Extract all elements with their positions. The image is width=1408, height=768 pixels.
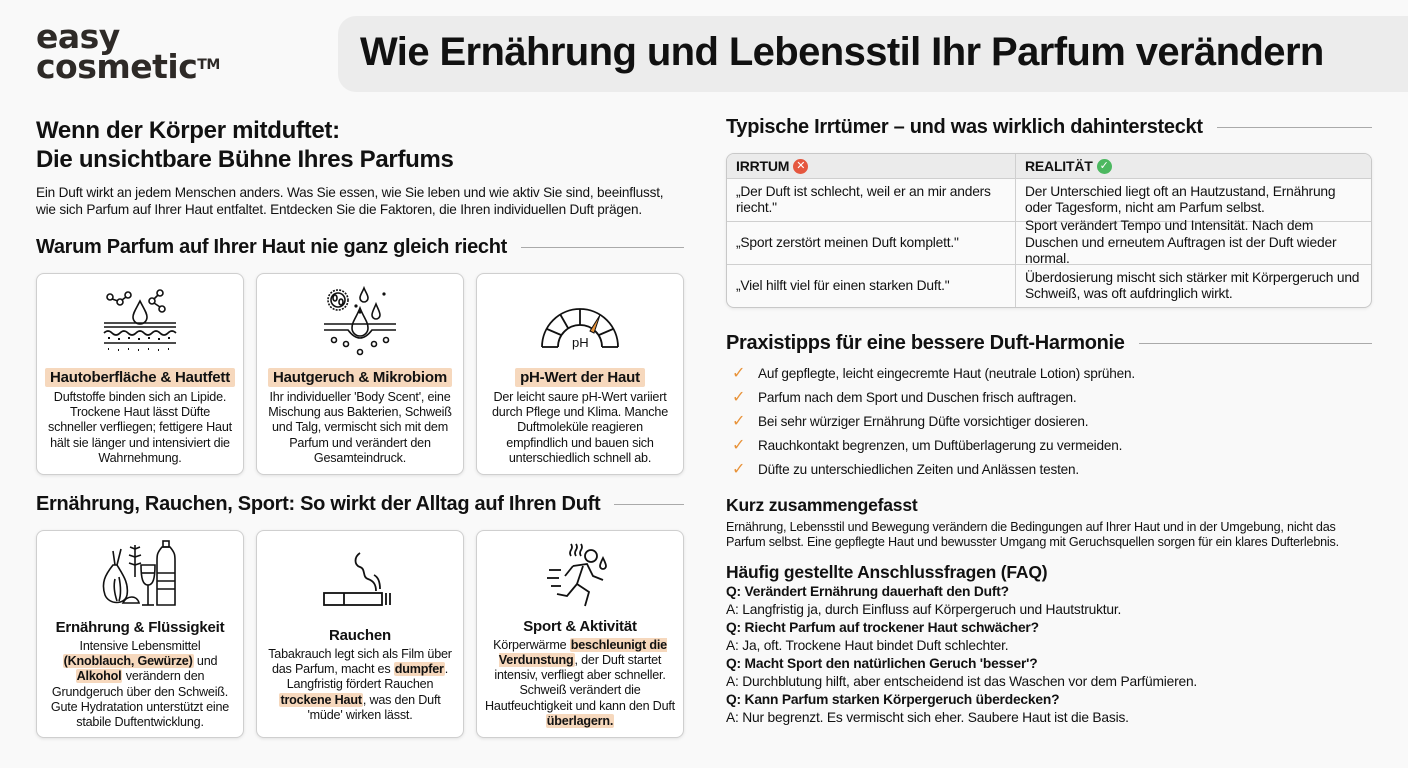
list-item: ✓ Parfum nach dem Sport und Duschen frisch auftragen. — [726, 385, 1372, 409]
summary-text: Ernährung, Lebensstil und Bewegung verändern die Bedingungen auf Ihrer Haut und in der Umgebung, nicht das Parfum selbst. Eine gepflegte Haut und bewusster Umgang mit Geruchsquellen sorgen für ein klares Dufterlebnis. — [726, 520, 1339, 549]
reality-cell: Überdosierung mischt sich stärker mit Körpergeruch und Schweiß, was oft aufdringlich wirkt. — [1025, 269, 1360, 301]
faq-question: Q: Riecht Parfum auf trockener Haut schwächer? — [726, 620, 1039, 635]
hero-title-line-1: Wenn der Körper mitduftet: — [36, 117, 340, 144]
faq-question: Q: Kann Parfum starken Körpergeruch überdecken? — [726, 692, 1060, 707]
ph-gauge-icon — [538, 282, 622, 362]
card-text: Ihr individueller 'Body Scent', eine Mischung aus Bakterien, Schweiß und Talg, vermischt sich mit dem Parfum und verändert den Gesamteindruck. — [268, 389, 452, 465]
card-text: Der leicht saure pH-Wert variiert durch Pflege und Klima. Manche Duftmoleküle reagieren empfindlich und bauen sich unterschiedlich schnell ab. — [491, 389, 668, 465]
faq-question: Q: Macht Sport den natürlichen Geruch 'besser'? — [726, 656, 1038, 671]
divider — [1217, 127, 1372, 128]
skin-section-header — [36, 236, 684, 259]
faq-question: Q: Verändert Ernährung dauerhaft den Duft? — [726, 584, 1009, 599]
faq-item — [726, 583, 1372, 619]
intro-text: Ein Duft wirkt an jedem Menschen anders. Was Sie essen, wie Sie leben und wie aktiv Sie sind, beeinflusst, wie sich Parfum auf Ihrer Haut entfaltet. Entdecken Sie die Faktoren, die Ihren individuellen Duft prägen. — [36, 185, 664, 217]
myths-section-title: Typische Irrtümer – und was wirklich dahintersteckt — [726, 116, 1203, 138]
right-column — [726, 116, 1372, 727]
tips-section-title: Praxistipps für eine bessere Duft-Harmonie — [726, 332, 1125, 354]
brand-line-2: cosmetic — [36, 47, 198, 86]
table-row — [727, 178, 1371, 221]
skin-cards — [36, 273, 684, 475]
myth-cell: „Sport zerstört meinen Duft komplett." — [727, 222, 1016, 264]
left-column — [36, 116, 684, 738]
lifestyle-section-title: Ernährung, Rauchen, Sport: So wirkt der Alltag auf Ihren Duft — [36, 493, 601, 515]
checkmark-icon: ✓ — [732, 389, 746, 406]
faq-answer: A: Durchblutung hilft, aber entscheidend ist das Waschen vor dem Parfümieren. — [726, 674, 1198, 689]
x-circle-icon: ✕ — [793, 159, 808, 174]
list-item: ✓ Auf gepflegte, leicht eingecremte Haut (neutrale Lotion) sprühen. — [726, 361, 1372, 385]
trademark-mark: TM — [197, 57, 220, 73]
list-item: ✓ Rauchkontakt begrenzen, um Duftüberlagerung zu vermeiden. — [726, 433, 1372, 457]
list-item: ✓ Bei sehr würziger Ernährung Düfte vorsichtiger dosieren. — [726, 409, 1372, 433]
cigarette-icon — [320, 539, 400, 621]
checkmark-icon: ✓ — [732, 437, 746, 454]
brand-logo — [36, 17, 220, 86]
check-circle-icon: ✓ — [1097, 159, 1112, 174]
myth-cell: „Viel hilft viel für einen starken Duft." — [727, 265, 1016, 307]
faq-block — [726, 562, 1372, 727]
myth-cell: „Der Duft ist schlecht, weil er an mir anders riecht." — [727, 179, 1016, 221]
tips-list — [726, 361, 1372, 481]
table-row — [727, 218, 1371, 267]
summary-block — [726, 495, 1372, 550]
myths-table — [726, 153, 1372, 308]
card-text: Intensive Lebensmittel (Knoblauch, Gewürze) und Alkohol verändern den Grundgeruch über den Schweiß. Gute Hydratation unterstützt eine stabile Duftentwicklung. — [50, 639, 230, 730]
card-microbiome — [256, 273, 464, 475]
skin-layers-icon — [100, 282, 180, 362]
divider — [614, 504, 684, 505]
divider — [521, 247, 684, 248]
page-title: Wie Ernährung und Lebensstil Ihr Parfum verändern — [360, 30, 1324, 74]
lifestyle-section-header — [36, 493, 684, 516]
faq-item — [726, 619, 1372, 655]
card-title: Sport & Aktivität — [523, 617, 637, 635]
column-header-reality: REALITÄT ✓ — [1016, 154, 1371, 178]
reality-cell: Der Unterschied liegt oft an Hautzustand, Ernährung oder Tagesform, nicht am Parfum selbst. — [1025, 183, 1336, 215]
list-item: ✓ Düfte zu unterschiedlichen Zeiten und Anlässen testen. — [726, 457, 1372, 481]
brand-line-1: easy — [36, 17, 120, 56]
card-title: Ernährung & Flüssigkeit — [55, 619, 225, 636]
card-smoking — [256, 530, 464, 738]
card-sport — [476, 530, 684, 738]
table-row — [727, 264, 1371, 307]
running-person-icon — [545, 539, 615, 612]
column-header-myth: IRRTUM ✕ — [727, 154, 1016, 178]
card-title: Hautgeruch & Mikrobiom — [268, 368, 452, 387]
checkmark-icon: ✓ — [732, 461, 746, 478]
myths-section-header — [726, 116, 1372, 139]
hero-title-line-2: Die unsichtbare Bühne Ihres Parfums — [36, 146, 454, 173]
divider — [1139, 343, 1372, 344]
hero-title — [36, 116, 684, 174]
card-text: Duftstoffe binden sich an Lipide. Trockene Haut lässt Düfte schneller verfliegen; fettigere Haut hält sie länger und intensiviert die Wahrnehmung. — [48, 389, 232, 465]
microbiome-icon — [320, 282, 400, 362]
card-title: pH-Wert der Haut — [515, 368, 645, 387]
checkmark-icon: ✓ — [732, 365, 746, 382]
card-title: Rauchen — [329, 627, 391, 644]
table-header-row — [727, 154, 1371, 178]
lifestyle-cards — [36, 530, 684, 738]
card-nutrition — [36, 530, 244, 738]
card-skin-surface — [36, 273, 244, 475]
card-text: Körperwärme beschleunigt die Verdunstung, der Duft startet intensiv, verfliegt aber schneller. Schweiß verändert die Hautfeuchtigkeit und kann den Duft überlagern. — [485, 637, 675, 728]
faq-answer: A: Nur begrenzt. Es vermischt sich eher. Saubere Haut ist die Basis. — [726, 710, 1129, 725]
food-drink-icon — [95, 539, 185, 613]
reality-cell: Sport verändert Tempo und Intensität. Nach dem Duschen und erneutem Auftragen ist der Duft wieder normal. — [1025, 218, 1337, 267]
summary-title: Kurz zusammengefasst — [726, 495, 918, 515]
card-ph-value — [476, 273, 684, 475]
faq-item — [726, 691, 1372, 727]
card-title: Hautoberfläche & Hautfett — [45, 368, 235, 387]
faq-title: Häufig gestellte Anschlussfragen (FAQ) — [726, 562, 1048, 582]
faq-answer: A: Langfristig ja, durch Einfluss auf Körpergeruch und Hautstruktur. — [726, 602, 1122, 617]
faq-item — [726, 655, 1372, 691]
tips-section-header — [726, 332, 1372, 355]
checkmark-icon: ✓ — [732, 413, 746, 430]
skin-section-title: Warum Parfum auf Ihrer Haut nie ganz gleich riecht — [36, 236, 508, 258]
header-banner — [338, 16, 1408, 92]
faq-answer: A: Ja, oft. Trockene Haut bindet Duft schlechter. — [726, 638, 1009, 653]
svg-text:pH: pH — [572, 334, 589, 350]
card-text: Tabakrauch legt sich als Film über das Parfum, macht es dumpfer. Langfristig fördert Rauchen trockene Haut, was den Duft 'müde' wirken lässt. — [268, 647, 452, 722]
